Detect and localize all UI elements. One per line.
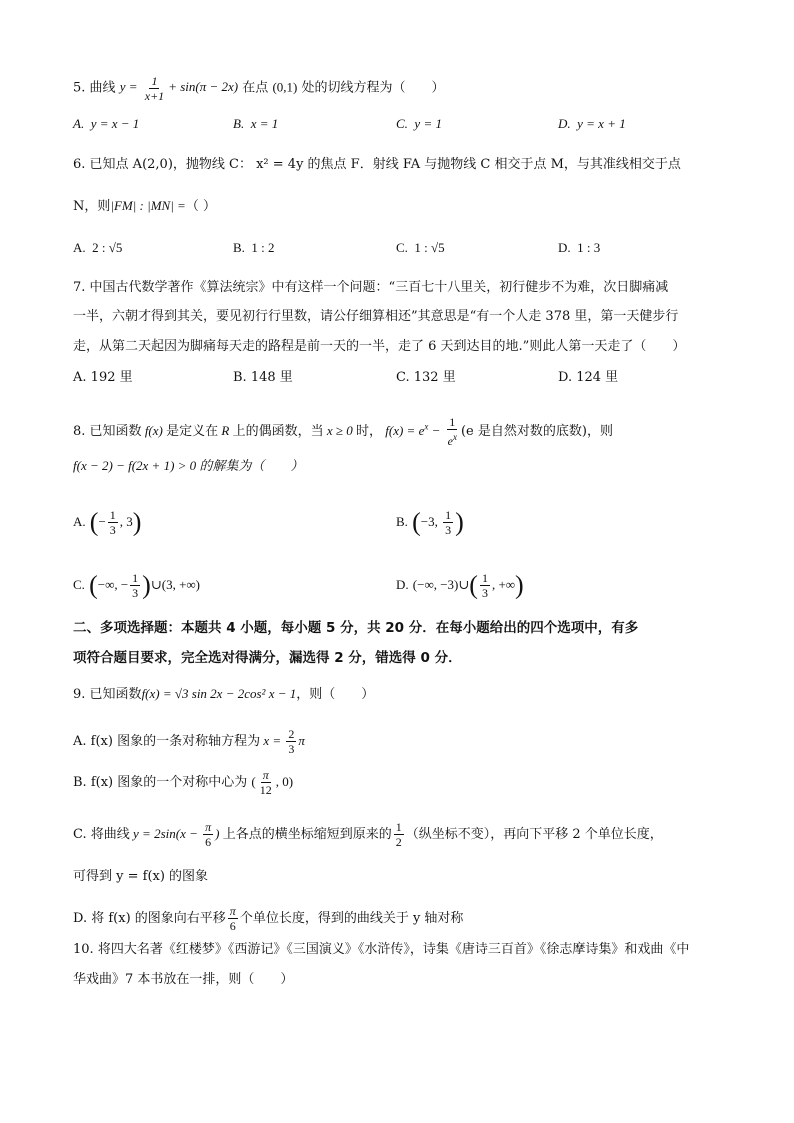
q6-stem-line1: 6. 已知点 A(2,0)，抛物线 C： x² = 4y 的焦点 F．射线 FA 与抛物线 C 相交于点 M，与其准线相交于点 (73, 157, 681, 172)
q7-option-d: D. 124 里 (558, 370, 619, 385)
q7-stem-line1: 7. 中国古代数学著作《算法统宗》中有这样一个问题：“三百七十八里关，初行健步不为难，次日脚痛减 (73, 280, 669, 295)
q8-option-b: B. (−3, $\frac{1}{3}$ ) (396, 507, 464, 537)
q9-option-b: B. f(x) 图象的一个对称中心为 ( $\frac{\pi}{12}$ , 0) (73, 768, 294, 797)
q5-option-b: B. x = 1 (233, 116, 279, 131)
q9-option-a: A. f(x) 图象的一条对称轴方程为 x = $\frac{2}{3}$ π (73, 727, 305, 756)
q5-formula: y = $\frac{1}{x+1}$ + sin(π − 2x) (119, 74, 239, 103)
q6-option-d: D. 1 : 3 (558, 240, 601, 255)
q6-option-c: C. 1 : √5 (396, 240, 445, 255)
q6-option-a: A. 2 : √5 (73, 240, 123, 255)
q9-stem: 9. 已知函数f(x) = √3 sin 2x − 2cos² x − 1，则（ ） (73, 686, 375, 702)
q10-stem-line1: 10. 将四大名著《红楼梦》《西游记》《三国演义》《水浒传》，诗集《唐诗三百首》《徐志摩诗集》和戏曲《中 (73, 942, 690, 957)
q5-number: 5. (73, 80, 86, 96)
q9-option-c-line2: 可得到 y = f(x) 的图象 (73, 869, 209, 884)
q7-stem-line3: 走，从第二天起因为脚痛每天走的路程是前一天的一半，走了 6 天到达目的地.”则此人第一天走了（ ） (73, 339, 686, 354)
q5-mid: 在点 (242, 80, 269, 96)
section-2-heading-line2: 项符合题目要求，完全选对得满分，漏选得 2 分，错选得 0 分． (73, 650, 462, 666)
q5-option-c: C. y = 1 (396, 116, 442, 131)
q8-stem-line1: 8. 已知函数 f(x) 是定义在 R 上的偶函数，当 x ≥ 0 时， $f(x) = e^x$ − $\frac{1}{e^x}$ (e 是自然对数的底数)，则 (73, 415, 613, 448)
q9-option-c-line1: C. 将曲线 y = 2sin(x − $\frac{\pi}{6}$ ) 上各点的横坐标缩短到原来的 $\frac{1}{2}$ （纵坐标不变），再向下平移 2 个单位长度， (73, 820, 663, 849)
q6-option-b: B. 1 : 2 (233, 240, 275, 255)
q5-stem (73, 74, 445, 103)
q7-stem-line2: 一半，六朝才得到其关，要见初行行里数，请公仔细算相还”其意思是“有一个人走 378 里，第一天健步行 (73, 309, 679, 324)
q9-option-d: D. 将 f(x) 的图象向右平移 $\frac{\pi}{6}$ 个单位长度，得到的曲线关于 y 轴对称 (73, 904, 464, 933)
q8-option-c: C. (−∞, − $\frac{1}{3}$ )∪(3, +∞) (73, 570, 200, 600)
q5-option-d: D. y = x + 1 (558, 116, 626, 131)
q8-option-a: A. (− $\frac{1}{3}$ , 3) (73, 507, 142, 537)
q5-point: (0,1) (272, 79, 298, 95)
q5-pre: 曲线 (89, 80, 116, 96)
section-2-heading-line1: 二、多项选择题：本题共 4 小题，每小题 5 分，共 20 分．在每小题给出的四个选项中，有多 (73, 620, 639, 636)
q7-option-c: C. 132 里 (396, 370, 456, 385)
q8-option-d: D. (−∞, −3)∪( $\frac{1}{3}$ , +∞) (396, 570, 524, 600)
q8-stem-line2: f(x − 2) − f(2x + 1) > 0 的解集为（ ） (73, 458, 304, 473)
q10-stem-line2: 华戏曲》7 本书放在一排，则（ ） (73, 972, 294, 987)
q7-option-b: B. 148 里 (233, 370, 293, 385)
q5-post: 处的切线方程为（ ） (301, 80, 445, 96)
q7-option-a: A. 192 里 (73, 370, 133, 385)
q6-stem-line2: N，则|FM| : |MN| =（ ） (73, 198, 216, 214)
q5-option-a: A. y = x − 1 (73, 116, 140, 131)
